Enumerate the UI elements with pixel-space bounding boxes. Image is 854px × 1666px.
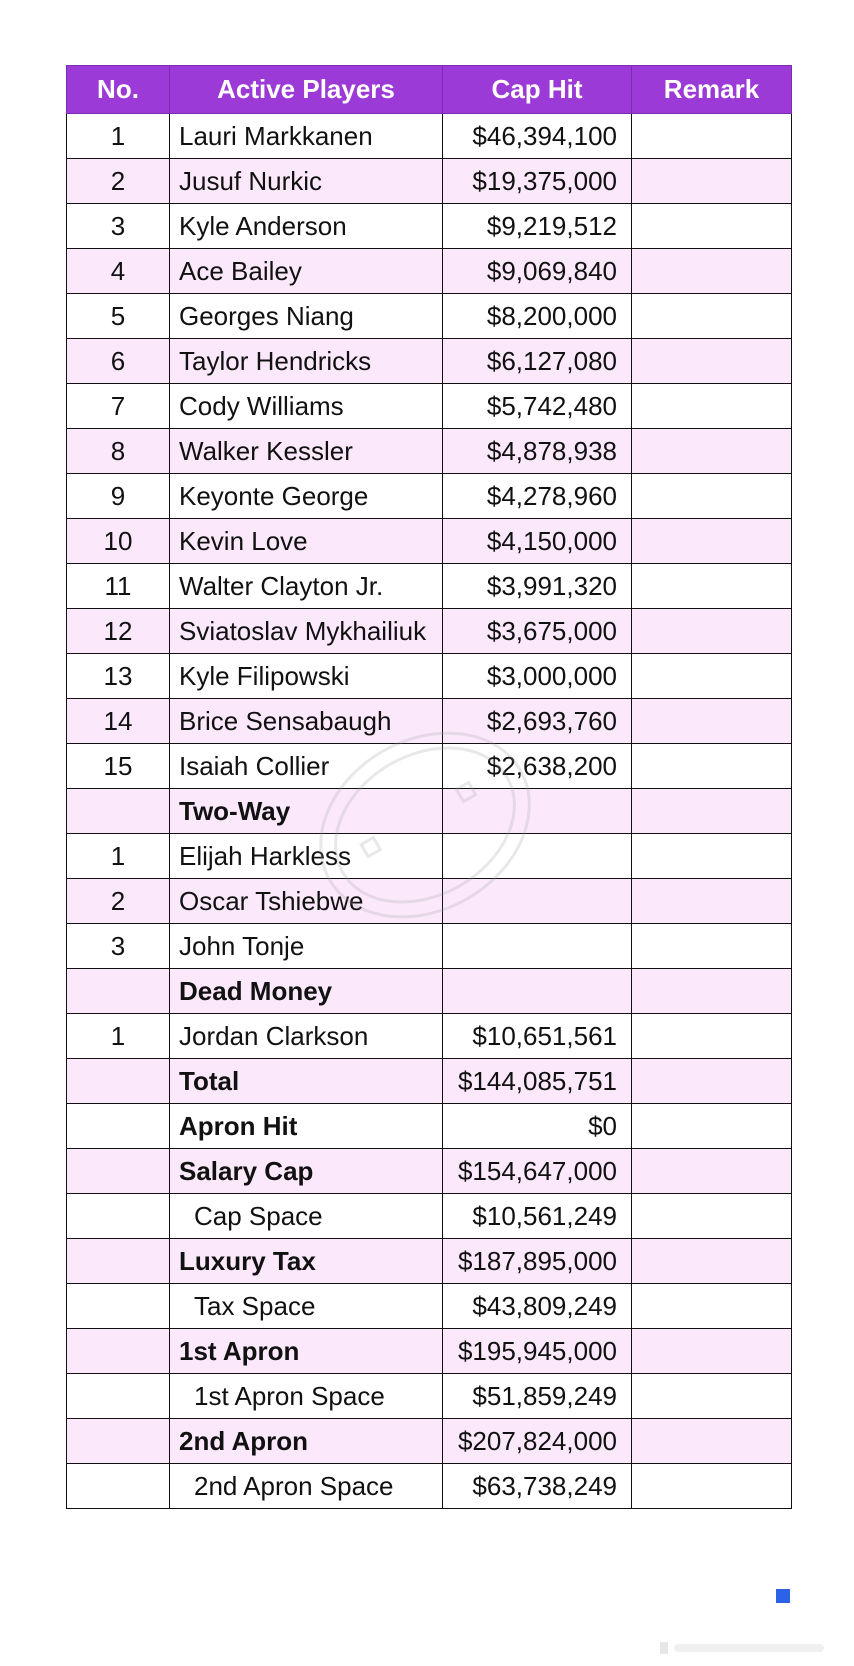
cell-remark[interactable] [632, 1014, 792, 1059]
cell-no[interactable] [67, 1194, 170, 1239]
table-row [67, 744, 792, 789]
salary-table [66, 65, 792, 1509]
cell-cap-hit[interactable]: $207,824,000 [443, 1419, 632, 1464]
cell-player[interactable]: Elijah Harkless [170, 834, 443, 879]
cell-player[interactable]: Cody Williams [170, 384, 443, 429]
table-row [67, 1014, 792, 1059]
cell-remark[interactable] [632, 924, 792, 969]
header-cap-hit[interactable]: Cap Hit [443, 66, 632, 114]
cell-no[interactable] [67, 1059, 170, 1104]
table-row [67, 654, 792, 699]
cell-remark[interactable] [632, 834, 792, 879]
table-row [67, 294, 792, 339]
table-row [67, 969, 792, 1014]
cell-no[interactable]: 6 [67, 339, 170, 384]
table-row [67, 474, 792, 519]
cell-remark[interactable] [632, 1419, 792, 1464]
cell-player[interactable]: Jusuf Nurkic [170, 159, 443, 204]
cell-cap-hit[interactable]: $46,394,100 [443, 114, 632, 159]
cell-remark[interactable] [632, 609, 792, 654]
table-row [67, 339, 792, 384]
header-remark[interactable]: Remark [632, 66, 792, 114]
cell-remark[interactable] [632, 1284, 792, 1329]
cell-no[interactable]: 14 [67, 699, 170, 744]
cell-cap-hit[interactable]: $19,375,000 [443, 159, 632, 204]
table-row [67, 1104, 792, 1149]
cell-no[interactable]: 1 [67, 834, 170, 879]
cell-remark[interactable] [632, 1464, 792, 1509]
cell-cap-hit[interactable]: $9,219,512 [443, 204, 632, 249]
cell-cap-hit[interactable]: $0 [443, 1104, 632, 1149]
table-row [67, 114, 792, 159]
cell-no[interactable] [67, 789, 170, 834]
cell-no[interactable]: 1 [67, 1014, 170, 1059]
cell-cap-hit[interactable] [443, 924, 632, 969]
cell-player[interactable]: Keyonte George [170, 474, 443, 519]
cell-player[interactable]: Kevin Love [170, 519, 443, 564]
table-row [67, 834, 792, 879]
cell-player[interactable]: 2nd Apron [170, 1419, 443, 1464]
header-active-players[interactable]: Active Players [170, 66, 443, 114]
cell-cap-hit[interactable]: $2,638,200 [443, 744, 632, 789]
table-row [67, 1419, 792, 1464]
cell-no[interactable] [67, 1149, 170, 1194]
table-row [67, 429, 792, 474]
cell-no[interactable] [67, 1239, 170, 1284]
cell-no[interactable] [67, 1329, 170, 1374]
table-row [67, 384, 792, 429]
cell-remark[interactable] [632, 654, 792, 699]
cell-remark[interactable] [632, 429, 792, 474]
cell-cap-hit[interactable]: $51,859,249 [443, 1374, 632, 1419]
cell-no[interactable]: 15 [67, 744, 170, 789]
footer-watermark [660, 1640, 840, 1656]
cell-player[interactable]: Ace Bailey [170, 249, 443, 294]
table-row [67, 1059, 792, 1104]
cell-cap-hit[interactable]: $4,278,960 [443, 474, 632, 519]
table-row [67, 1284, 792, 1329]
cell-cap-hit[interactable]: $3,991,320 [443, 564, 632, 609]
cell-cap-hit[interactable]: $195,945,000 [443, 1329, 632, 1374]
cell-remark[interactable] [632, 969, 792, 1014]
table-row [67, 699, 792, 744]
cell-remark[interactable] [632, 159, 792, 204]
cell-cap-hit[interactable]: $187,895,000 [443, 1239, 632, 1284]
cell-cap-hit[interactable]: $43,809,249 [443, 1284, 632, 1329]
cell-remark[interactable] [632, 1329, 792, 1374]
cell-player[interactable]: Two-Way [170, 789, 443, 834]
table-row [67, 1194, 792, 1239]
cell-player[interactable]: Luxury Tax [170, 1239, 443, 1284]
cell-remark[interactable] [632, 474, 792, 519]
table-row [67, 159, 792, 204]
cell-no[interactable]: 5 [67, 294, 170, 339]
cell-remark[interactable] [632, 699, 792, 744]
cell-no[interactable]: 12 [67, 609, 170, 654]
cell-player[interactable]: Apron Hit [170, 1104, 443, 1149]
cell-cap-hit[interactable]: $10,651,561 [443, 1014, 632, 1059]
cell-cap-hit[interactable] [443, 879, 632, 924]
cell-cap-hit[interactable]: $6,127,080 [443, 339, 632, 384]
cell-player[interactable]: Oscar Tshiebwe [170, 879, 443, 924]
cell-no[interactable]: 3 [67, 924, 170, 969]
table-row [67, 1329, 792, 1374]
cell-no[interactable] [67, 1464, 170, 1509]
table-row [67, 609, 792, 654]
cell-player[interactable]: Walker Kessler [170, 429, 443, 474]
cell-cap-hit[interactable]: $144,085,751 [443, 1059, 632, 1104]
cell-no[interactable] [67, 1374, 170, 1419]
cell-no[interactable]: 11 [67, 564, 170, 609]
cell-no[interactable]: 8 [67, 429, 170, 474]
cell-cap-hit[interactable]: $10,561,249 [443, 1194, 632, 1239]
cell-cap-hit[interactable]: $3,675,000 [443, 609, 632, 654]
cell-cap-hit[interactable]: $9,069,840 [443, 249, 632, 294]
cell-no[interactable] [67, 1104, 170, 1149]
cell-remark[interactable] [632, 564, 792, 609]
cell-player[interactable]: Kyle Filipowski [170, 654, 443, 699]
cell-cap-hit[interactable] [443, 969, 632, 1014]
cell-no[interactable]: 13 [67, 654, 170, 699]
cell-cap-hit[interactable]: $4,150,000 [443, 519, 632, 564]
table-row [67, 924, 792, 969]
cell-remark[interactable] [632, 789, 792, 834]
table-row [67, 1464, 792, 1509]
cell-no[interactable]: 4 [67, 249, 170, 294]
cell-player[interactable]: Salary Cap [170, 1149, 443, 1194]
table-row [67, 1239, 792, 1284]
cell-player[interactable]: Isaiah Collier [170, 744, 443, 789]
cell-player[interactable]: Total [170, 1059, 443, 1104]
cell-no[interactable]: 1 [67, 114, 170, 159]
cell-player[interactable]: 1st Apron Space [170, 1374, 443, 1419]
cell-player[interactable]: Kyle Anderson [170, 204, 443, 249]
table-row [67, 204, 792, 249]
cell-player[interactable]: Georges Niang [170, 294, 443, 339]
cell-player[interactable]: Jordan Clarkson [170, 1014, 443, 1059]
cell-no[interactable]: 7 [67, 384, 170, 429]
cell-player[interactable]: Brice Sensabaugh [170, 699, 443, 744]
cell-player[interactable]: Dead Money [170, 969, 443, 1014]
cell-cap-hit[interactable]: $154,647,000 [443, 1149, 632, 1194]
cell-no[interactable]: 3 [67, 204, 170, 249]
selection-fill-handle[interactable] [776, 1589, 790, 1603]
cell-player[interactable]: 2nd Apron Space [170, 1464, 443, 1509]
cell-player[interactable]: Taylor Hendricks [170, 339, 443, 384]
cell-remark[interactable] [632, 879, 792, 924]
cell-remark[interactable] [632, 1059, 792, 1104]
cell-player[interactable]: 1st Apron [170, 1329, 443, 1374]
cell-remark[interactable] [632, 1374, 792, 1419]
cell-cap-hit[interactable]: $4,878,938 [443, 429, 632, 474]
cell-remark[interactable] [632, 249, 792, 294]
cell-remark[interactable] [632, 1149, 792, 1194]
table-row [67, 789, 792, 834]
cell-cap-hit[interactable]: $3,000,000 [443, 654, 632, 699]
cell-no[interactable] [67, 1419, 170, 1464]
cell-player[interactable]: Lauri Markkanen [170, 114, 443, 159]
cell-no[interactable]: 9 [67, 474, 170, 519]
cell-player[interactable]: Walter Clayton Jr. [170, 564, 443, 609]
cell-remark[interactable] [632, 384, 792, 429]
cell-cap-hit[interactable]: $5,742,480 [443, 384, 632, 429]
cell-remark[interactable] [632, 339, 792, 384]
cell-player[interactable]: Sviatoslav Mykhailiuk [170, 609, 443, 654]
cell-remark[interactable] [632, 1239, 792, 1284]
cell-remark[interactable] [632, 1194, 792, 1239]
cell-cap-hit[interactable] [443, 834, 632, 879]
cell-cap-hit[interactable]: $8,200,000 [443, 294, 632, 339]
table-row [67, 1374, 792, 1419]
cell-no[interactable] [67, 1284, 170, 1329]
table-row [67, 879, 792, 924]
cell-remark[interactable] [632, 744, 792, 789]
cell-cap-hit[interactable]: $2,693,760 [443, 699, 632, 744]
table-row [67, 564, 792, 609]
table-row [67, 1149, 792, 1194]
table-row [67, 249, 792, 294]
header-no[interactable]: No. [67, 66, 170, 114]
cell-player[interactable]: Cap Space [170, 1194, 443, 1239]
cell-remark[interactable] [632, 1104, 792, 1149]
cell-cap-hit[interactable] [443, 789, 632, 834]
cell-cap-hit[interactable]: $63,738,249 [443, 1464, 632, 1509]
header-row [67, 66, 792, 114]
cell-remark[interactable] [632, 294, 792, 339]
cell-no[interactable]: 2 [67, 879, 170, 924]
cell-no[interactable]: 10 [67, 519, 170, 564]
cell-remark[interactable] [632, 519, 792, 564]
table-row [67, 519, 792, 564]
cell-no[interactable]: 2 [67, 159, 170, 204]
cell-remark[interactable] [632, 114, 792, 159]
cell-player[interactable]: John Tonje [170, 924, 443, 969]
cell-player[interactable]: Tax Space [170, 1284, 443, 1329]
cell-no[interactable] [67, 969, 170, 1014]
cell-remark[interactable] [632, 204, 792, 249]
